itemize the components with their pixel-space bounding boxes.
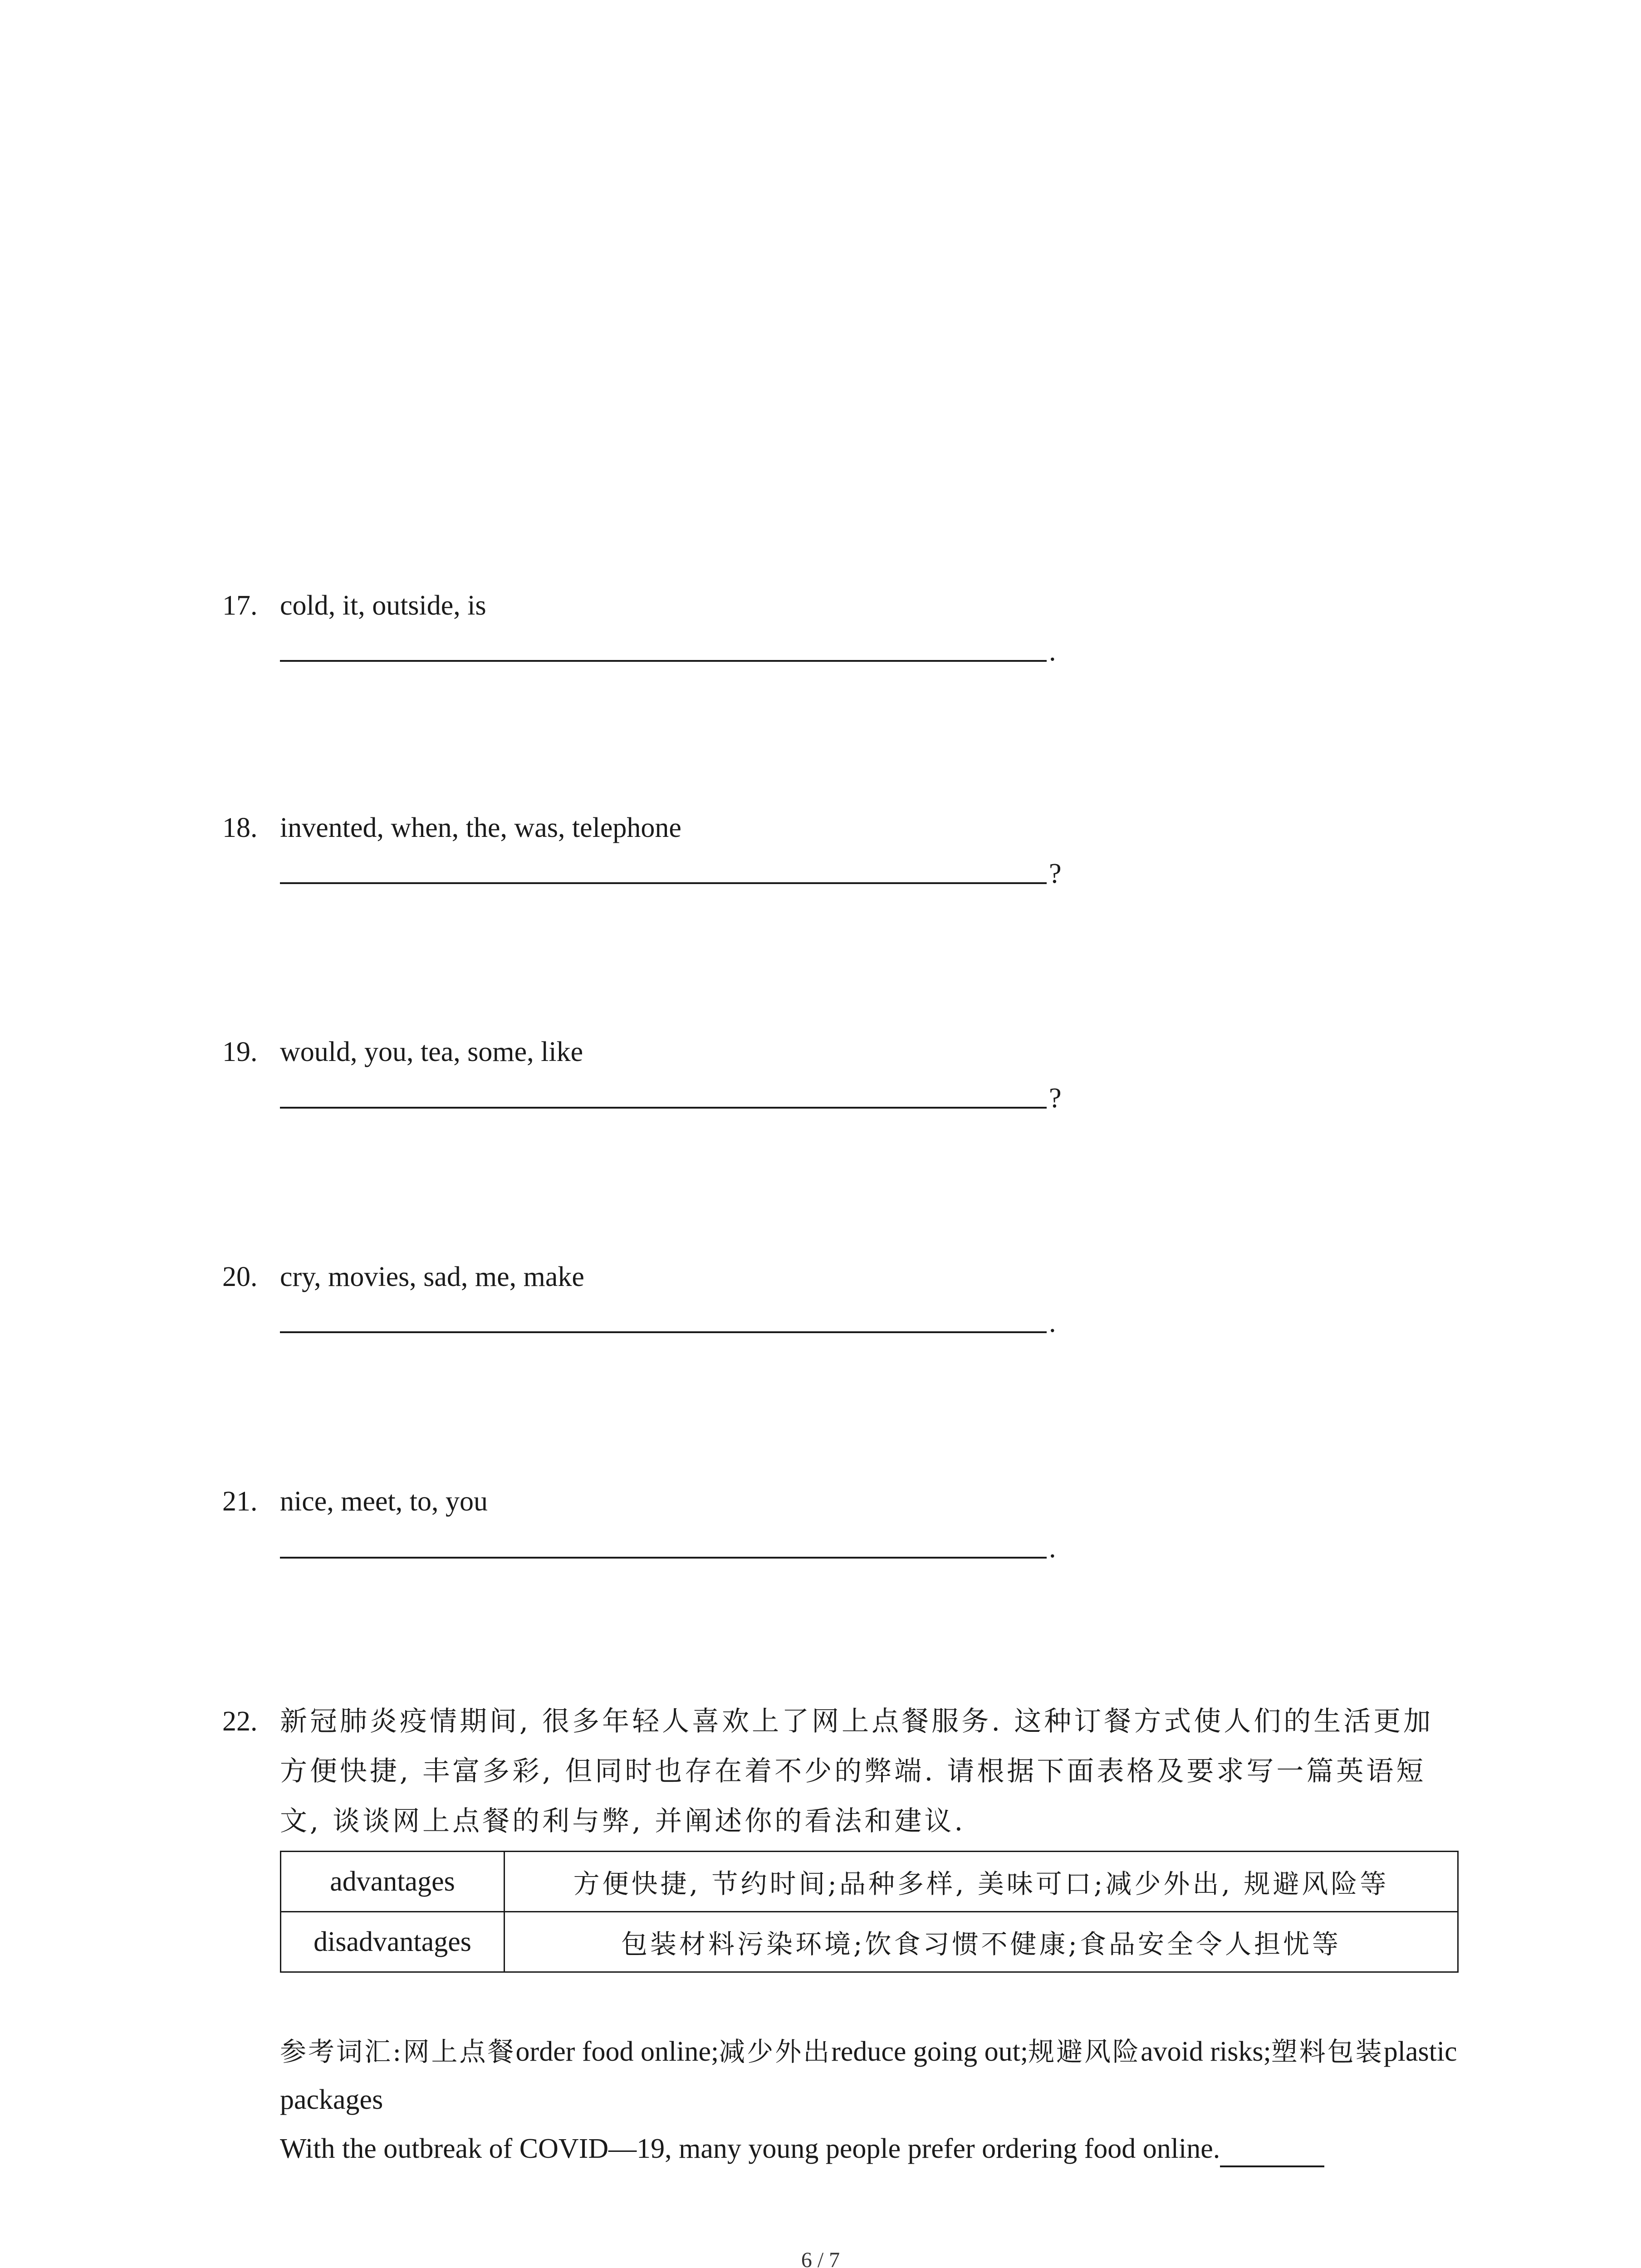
disadvantages-value: 包装材料污染环境;饮食习惯不健康;食品安全令人担忧等 — [505, 1912, 1458, 1972]
question-words: cold, it, outside, is — [280, 590, 486, 621]
question-number: 20. — [222, 1261, 258, 1292]
question-number: 21. — [222, 1486, 258, 1517]
question-19 — [222, 1035, 583, 1069]
page-number: 6 / 7 — [801, 2248, 840, 2268]
essay-opening-sentence: With the outbreak of COVID—19, many young people prefer ordering food online. — [280, 2133, 1220, 2164]
question-18 — [222, 811, 681, 845]
essay-opening — [280, 2132, 1324, 2167]
question-number: 22. — [222, 1706, 258, 1737]
question-words: invented, when, the, was, telephone — [280, 812, 681, 843]
table-row — [281, 1912, 1458, 1972]
answer-end-20: . — [1049, 1307, 1056, 1338]
question-words: cry, movies, sad, me, make — [280, 1261, 584, 1292]
question-words: would, you, tea, some, like — [280, 1036, 583, 1067]
answer-end-21: . — [1049, 1533, 1056, 1564]
question-number: 19. — [222, 1036, 258, 1067]
reference-vocabulary — [280, 2028, 1460, 2124]
question-number: 17. — [222, 590, 258, 621]
vocab-term: reduce going out; — [831, 2036, 1029, 2067]
answer-end-18: ? — [1049, 858, 1062, 889]
pros-cons-table — [280, 1851, 1459, 1973]
question-22 — [222, 1696, 1461, 1846]
question-22-prompt: 新冠肺炎疫情期间, 很多年轻人喜欢上了网上点餐服务. 这种订餐方式使人们的生活更加方便快捷, 丰富多彩, 但同时也存在着不少的弊端. 请根据下面表格及要求写一篇英语短文, 谈谈网上点餐的利与弊, 并阐述你的看法和建议. — [280, 1706, 1434, 1837]
question-words: nice, meet, to, you — [280, 1486, 488, 1517]
answer-line-19[interactable] — [280, 1107, 1047, 1109]
question-number: 18. — [222, 812, 258, 843]
answer-line-17[interactable] — [280, 660, 1047, 662]
advantages-value: 方便快捷, 节约时间;品种多样, 美味可口;减少外出, 规避风险等 — [505, 1852, 1458, 1912]
vocab-label: 减少外出 — [719, 2036, 832, 2067]
table-row — [281, 1852, 1458, 1912]
vocab-label: 参考词汇:网上点餐 — [280, 2036, 516, 2067]
answer-line-21[interactable] — [280, 1557, 1047, 1559]
question-20 — [222, 1260, 584, 1294]
answer-line-18[interactable] — [280, 882, 1047, 884]
question-21 — [222, 1485, 488, 1518]
disadvantages-label: disadvantages — [281, 1912, 505, 1972]
vocab-term: order food online; — [515, 2036, 719, 2067]
question-17 — [222, 589, 486, 622]
advantages-label: advantages — [281, 1852, 505, 1912]
answer-end-17: . — [1049, 636, 1056, 667]
vocab-label: 规避风险 — [1028, 2036, 1141, 2067]
answer-end-19: ? — [1049, 1083, 1062, 1114]
vocab-label: 塑料包装 — [1271, 2036, 1384, 2067]
vocab-term: plastic packages — [280, 2036, 1457, 2115]
answer-line-20[interactable] — [280, 1331, 1047, 1333]
essay-answer-blank[interactable] — [1220, 2132, 1324, 2167]
vocab-term: avoid risks; — [1141, 2036, 1271, 2067]
